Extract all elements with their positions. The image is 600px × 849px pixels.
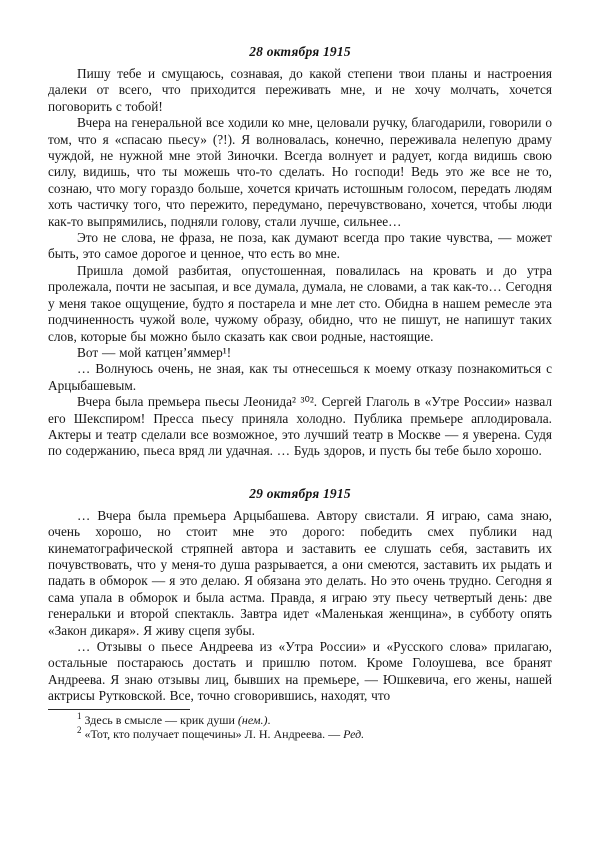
footnote-text: Здесь в смысле — крик души bbox=[84, 712, 238, 727]
footnote-marker: 1 bbox=[77, 710, 82, 721]
letter-paragraph: Пишу тебе и смущаюсь, сознавая, до какой степени твои планы и настроения далеки от всего, что приходится переживать мне, и не хочу молчать, хочется поговорить с тобой! bbox=[48, 66, 552, 114]
footnote-marker: 2 bbox=[77, 725, 82, 736]
letter-date-heading: 29 октября 1915 bbox=[249, 485, 351, 501]
letter-paragraph: … Отзывы о пьесе Андреева из «Утра России» и «Русского слова» прилагаю, остальные постараюсь достать и пришлю потом. Кроме Голоушева, все бранят Андреева. Я знаю отзывы лиц, бывших на премьере, — Юшкевича, его жены, нашей актрисы Рутковской. Все, точно сговорившись, находят, что bbox=[48, 639, 552, 704]
footnotes-block bbox=[48, 709, 552, 742]
letter-paragraph: Вчера была премьера пьесы Леонида² ³⁰². Сергей Глаголь в «Утре России» назвал его Шекспиром! Пресса пьесу приняла холодно. Публика премьере аплодировала. Актеры и театр сделали все возможное, это лучший театр в Москве — я уверена. Судя по содержанию, пьеса вряд ли удачная. … Будь здоров, и пусть бы тебе было хорошо. bbox=[48, 394, 552, 459]
letter-paragraph: Вот — мой катцен’яммер¹! bbox=[77, 344, 232, 360]
footnote-item bbox=[48, 710, 552, 728]
letter-paragraph: … Вчера была премьера Арцыбашева. Автору свистали. Я играю, сама знаю, очень хорошо, но стоит мне это дорого: победить смех публики над кинематографической стряпней автора и заставить ее слушать себя, заставить их почувствовать, что у меня-то душа разрывается, а они смеются, заставить их рыдать и падать в обморок — я это делаю. Я обязана это делать. Но это очень трудно. Сегодня я сама упала в обморок и была астма. Правда, я играю эту пьесу четвертый день: две генеральки и второй спектакль. Завтра идет «Маленькая женщина», в субботу опять «Закон дикаря». Я живу сцепя зубы. bbox=[48, 507, 552, 638]
footnote-separator bbox=[48, 709, 190, 710]
letter-date-heading: 28 октября 1915 bbox=[249, 44, 351, 59]
letter-paragraph: Это не слова, не фраза, не поза, как думают всегда про такие чувства, — может быть, это самое дорогое и ценное, что есть во мне. bbox=[48, 230, 552, 262]
letter-paragraph: … Волнуюсь очень, не зная, как ты отнесешься к моему отказу познакомиться с Арцыбашевым. bbox=[48, 361, 552, 393]
footnote-italic-text: (нем.) bbox=[237, 712, 268, 727]
letter-entry-2 bbox=[48, 486, 552, 705]
footnote-tail: . bbox=[267, 712, 271, 727]
letter-entry-1 bbox=[48, 44, 552, 460]
footnote-item bbox=[48, 727, 552, 742]
footnote-text: «Тот, кто получает пощечины» Л. Н. Андреева. — bbox=[84, 727, 344, 742]
letter-paragraph: Вчера на генеральной все ходили ко мне, целовали ручку, благодарили, говорили о том, что я «спасаю пьесу» (?!). Я волновалась, конечно, переживала нелепую драму чуждой, не нужной мне этой Зиночки. Всегда волнует и радует, когда видишь свою силу, видишь, что ты можешь что-то сделать. Но господи! Ведь это же все не то, сознаю, что могу гораздо больше, хочется кричать истошным голосом, передать людям хоть частичку того, что пережито, передумано, перечувствовано, хочется, чтобы люди как-то выпрямились, подняли голову, стали лучше, сильнее… bbox=[48, 115, 552, 229]
footnote-italic-text: Ред. bbox=[343, 727, 365, 742]
letter-paragraph: Пришла домой разбитая, опустошенная, повалилась на кровать и до утра пролежала, почти не засыпая, и все думала, думала, не словами, а так как-то… Сегодня у меня такое ощущение, будто я постарела и мне лет сто. Обидна в нашем ремесле эта подчиненность чужой воле, чужому образу, обидно, что не пишут, не напишут таких слов, которые бы можно было сказать как свои родные, настоящие. bbox=[48, 262, 552, 344]
